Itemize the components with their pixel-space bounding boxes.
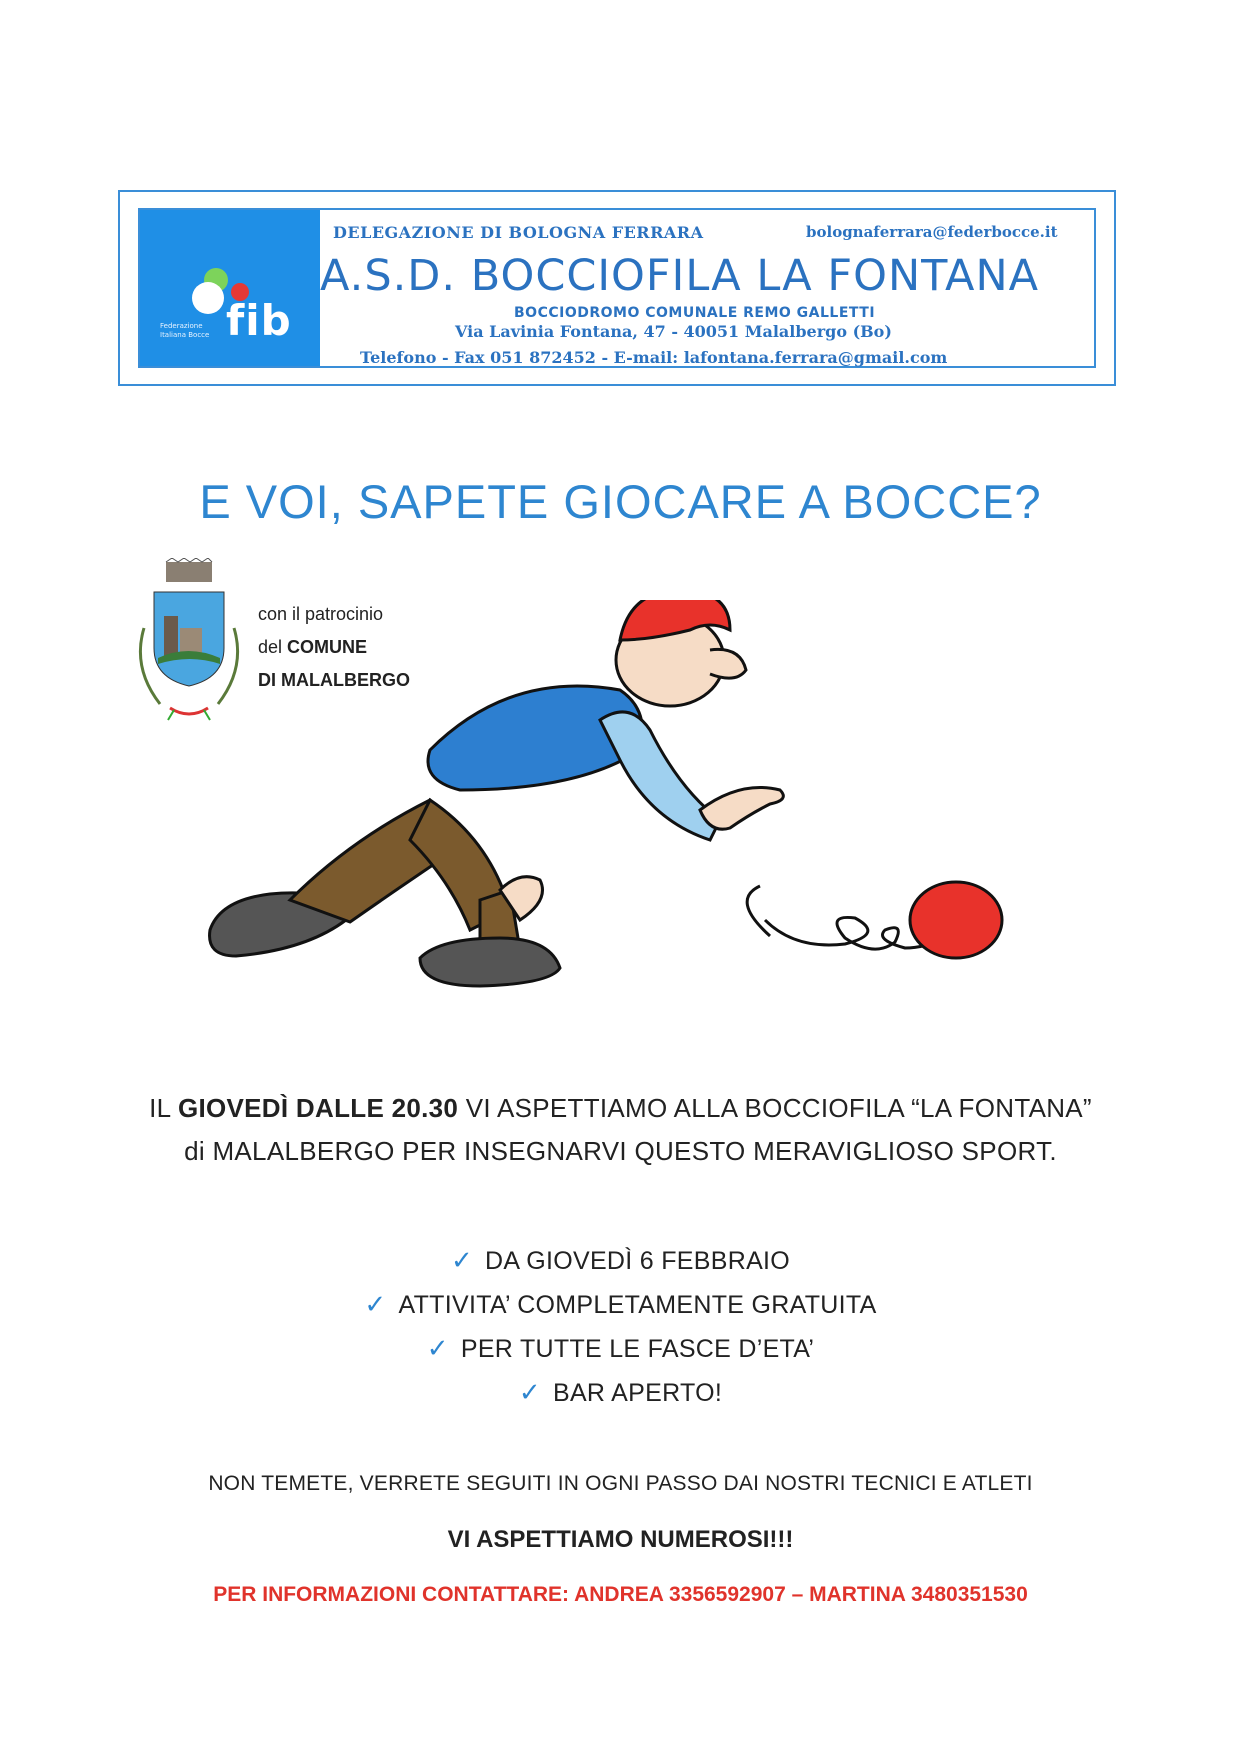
club-contact: Telefono - Fax 051 872452 - E-mail: lafontana.ferrara@gmail.com — [360, 348, 948, 367]
fib-logo-subtext: Federazione Italiana Bocce — [160, 322, 210, 339]
body-line1-bold: GIOVEDÌ DALLE 20.30 — [177, 1093, 459, 1123]
fib-logo-text: fib — [226, 296, 292, 345]
note-text: NON TEMETE, VERRETE SEGUITI IN OGNI PASSO DAI NOSTRI TECNICI E ATLETI — [208, 1472, 1033, 1495]
body-line1-prefix: IL — [149, 1093, 178, 1123]
patronage-line1: con il patrocinio — [258, 604, 384, 624]
patronage-line2-prefix: del — [258, 637, 288, 657]
checklist-item — [0, 1282, 1241, 1326]
delegation-label: DELEGAZIONE DI BOLOGNA FERRARA — [333, 223, 704, 242]
checkmark-icon: ✓ — [518, 1377, 541, 1407]
checklist-item — [0, 1326, 1241, 1370]
checklist-item — [0, 1370, 1241, 1414]
delegation-email: bolognaferrara@federbocce.it — [806, 223, 1058, 241]
club-address: Via Lavinia Fontana, 47 - 40051 Malalbergo (Bo) — [455, 322, 892, 341]
checkmark-icon: ✓ — [364, 1289, 387, 1319]
fib-logo — [140, 210, 320, 366]
page-title: E VOI, SAPETE GIOCARE A BOCCE? — [199, 475, 1042, 528]
body-line2: di MALALBERGO PER INSEGNARVI QUESTO MERAVIGLIOSO SPORT. — [184, 1136, 1057, 1166]
bocce-player-illustration — [200, 600, 1060, 1020]
checkmark-icon: ✓ — [450, 1245, 474, 1275]
patronage-malalbergo: DI MALALBERGO — [258, 670, 410, 690]
welcome-text: VI ASPETTIAMO NUMEROSI!!! — [447, 1526, 794, 1553]
body-line1 — [0, 1093, 1241, 1124]
checkmark-icon: ✓ — [426, 1333, 449, 1363]
venue-name: BOCCIODROMO COMUNALE REMO GALLETTI — [514, 305, 876, 321]
checklist-item — [0, 1238, 1241, 1282]
checklist-item-label: ATTIVITA’ COMPLETAMENTE GRATUITA — [398, 1291, 877, 1319]
club-name: A.S.D. BOCCIOFILA LA FONTANA — [320, 251, 1040, 301]
patronage-comune: COMUNE — [287, 637, 368, 657]
contact-info: PER INFORMAZIONI CONTATTARE: ANDREA 3356592907 – MARTINA 3480351530 — [213, 1583, 1028, 1606]
checklist-item-label: BAR APERTO! — [552, 1379, 723, 1407]
body-line1-suffix: VI ASPETTIAMO ALLA BOCCIOFILA “LA FONTANA” — [458, 1093, 1092, 1123]
checklist-item-label: DA GIOVEDÌ 6 FEBBRAIO — [485, 1247, 791, 1275]
feature-checklist — [0, 1238, 1241, 1414]
checklist-item-label: PER TUTTE LE FASCE D’ETA’ — [460, 1335, 815, 1363]
